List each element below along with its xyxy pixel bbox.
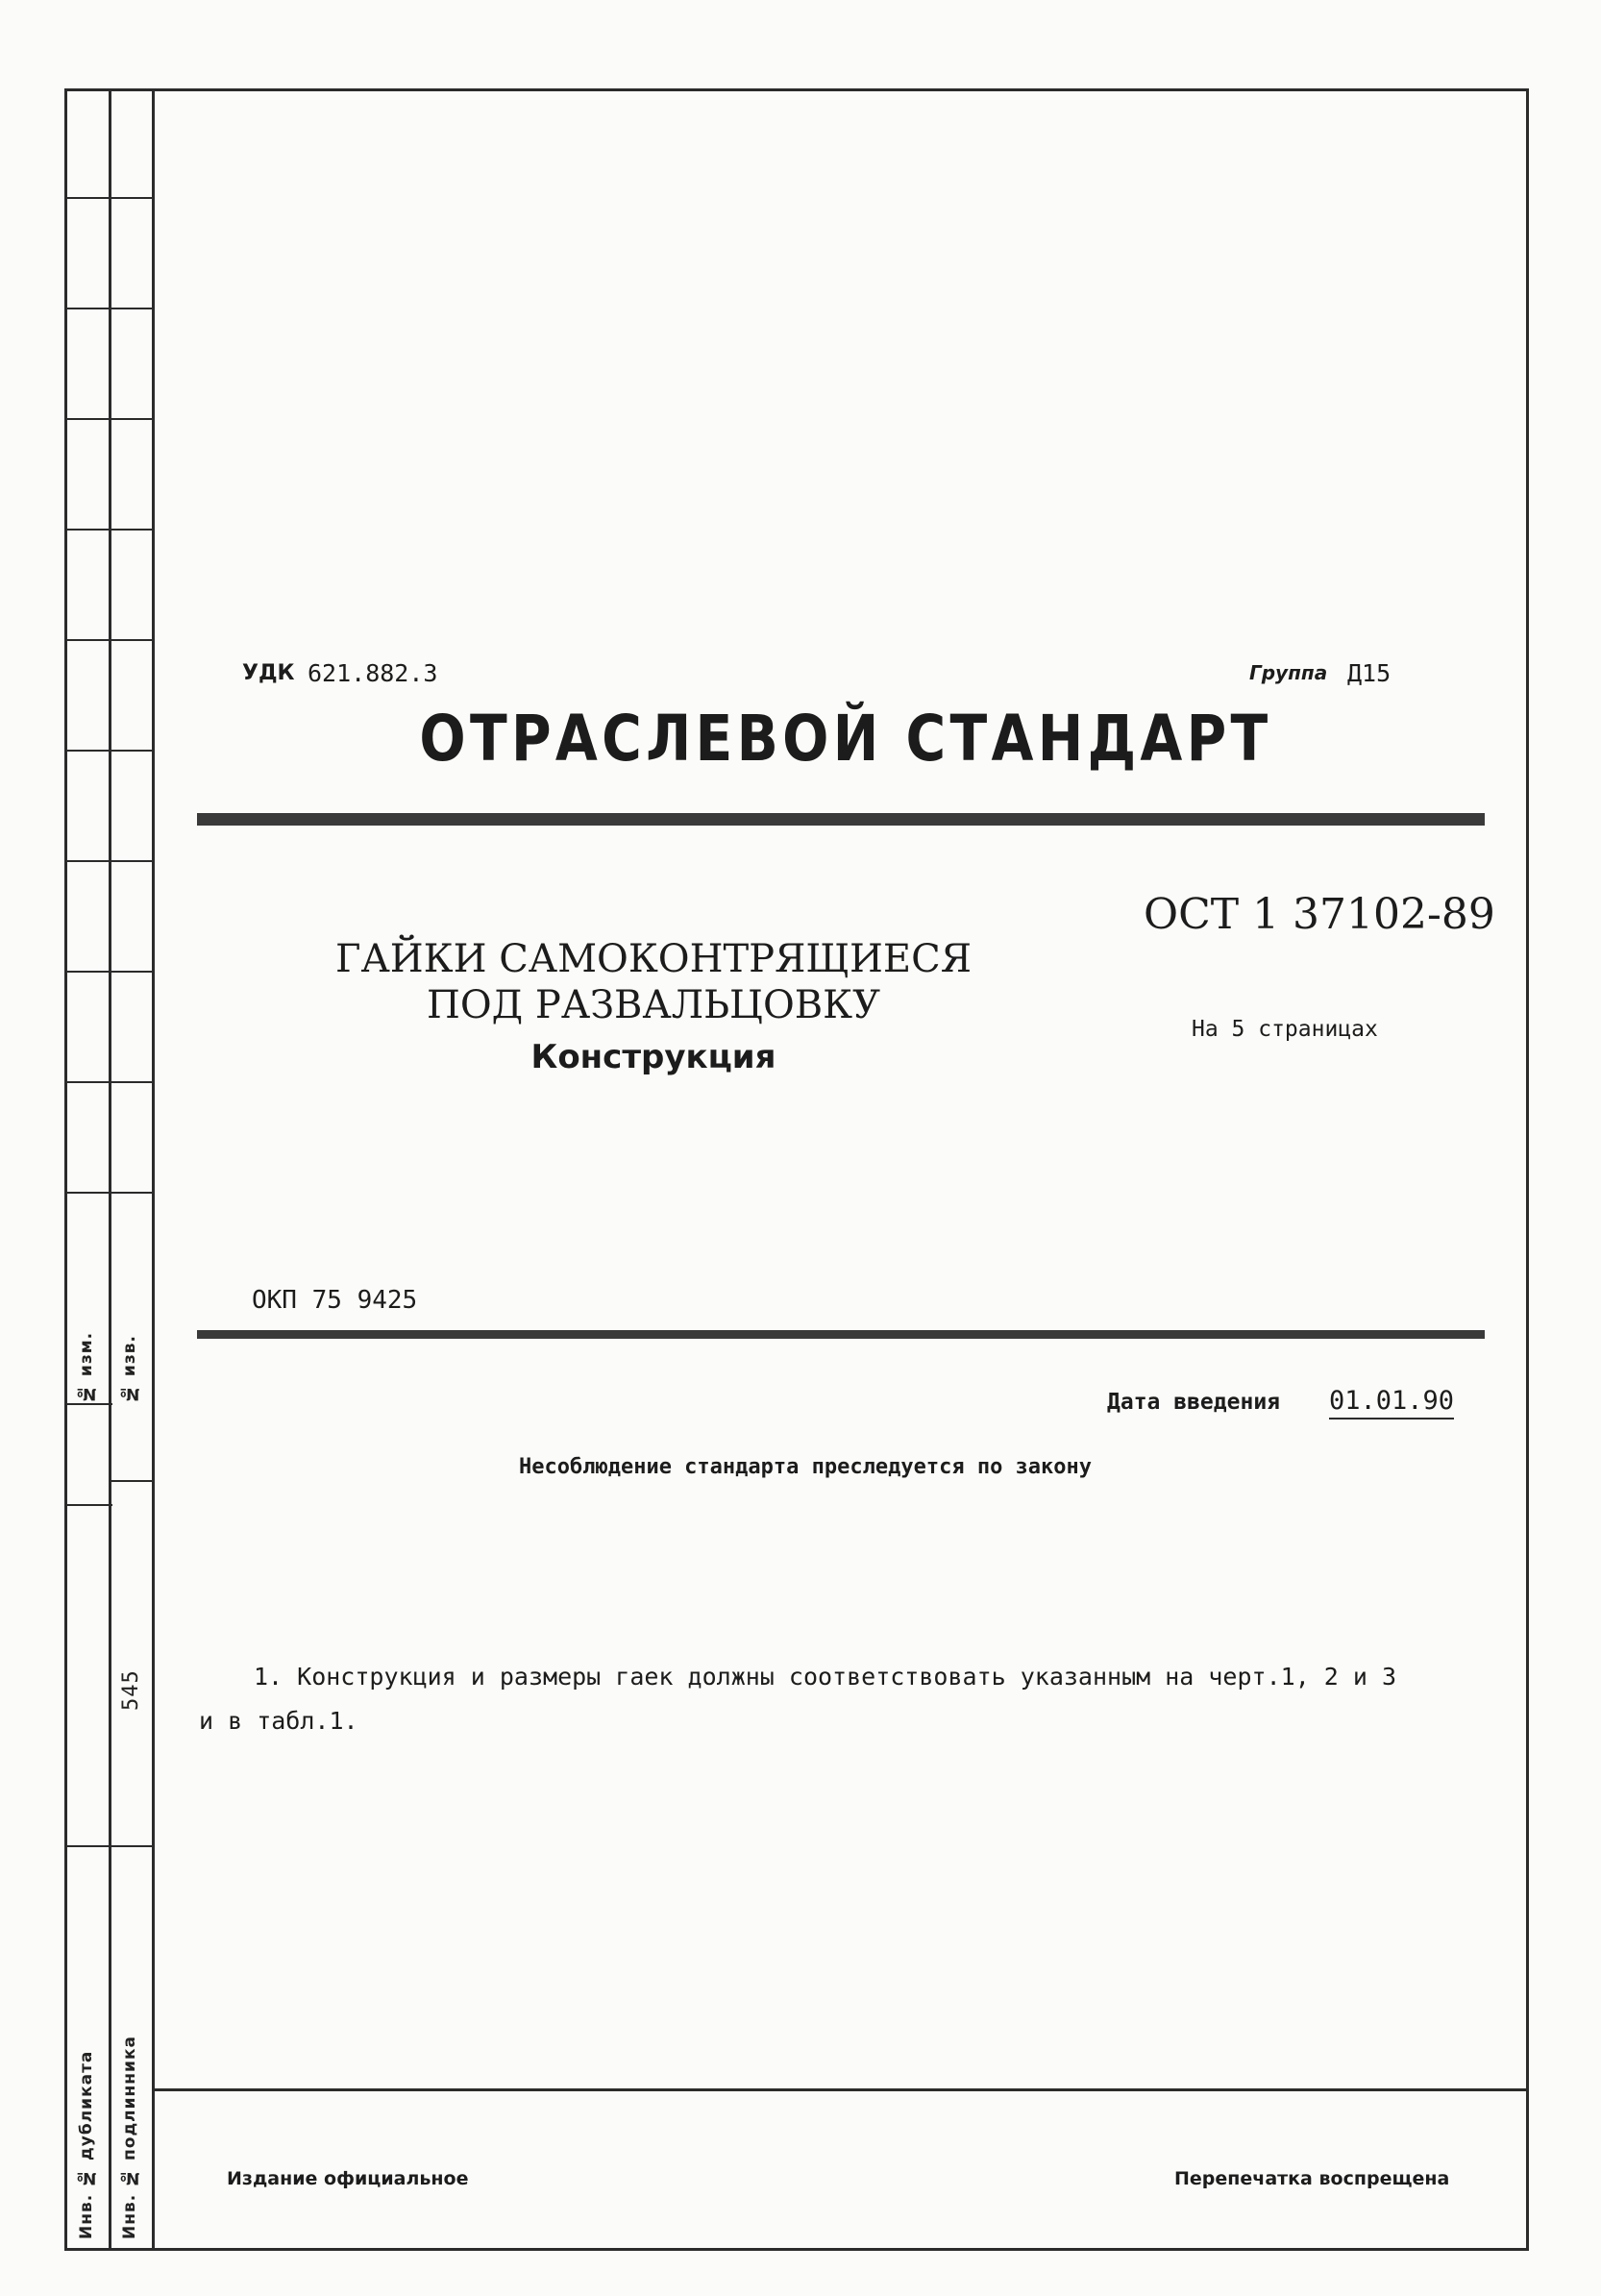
okp-rule — [197, 1330, 1485, 1339]
margin-label-change-no: № изм. — [77, 1331, 96, 1403]
margin-row-line — [64, 750, 155, 752]
margin-label-duplicate-inv: Инв. № дубликата — [77, 2050, 96, 2239]
date-value: 01.01.90 — [1329, 1386, 1454, 1420]
footer-rule — [152, 2088, 1529, 2091]
margin-column-border — [152, 88, 155, 2251]
udk-value: 621.882.3 — [308, 659, 438, 687]
standard-code: ОСТ 1 37102-89 — [1144, 890, 1495, 939]
margin-row-line — [64, 1192, 155, 1194]
margin-row-line — [64, 1403, 112, 1405]
margin-row-line — [64, 1504, 112, 1506]
standard-subtitle: Конструкция — [530, 1038, 776, 1076]
group-value: Д15 — [1347, 659, 1392, 687]
margin-label-original-inv: Инв. № подлинника — [120, 2036, 139, 2239]
legal-notice: Несоблюдение стандарта преследуется по закону — [519, 1455, 1093, 1479]
margin-row-line — [64, 971, 155, 973]
date-label: Дата введения — [1107, 1390, 1281, 1415]
margin-row-line — [64, 418, 155, 420]
margin-row-line — [64, 529, 155, 531]
page-frame — [64, 88, 1529, 2251]
main-title: ОТРАСЛЕВОЙ СТАНДАРТ — [419, 702, 1272, 776]
standard-title-line2: ПОД РАЗВАЛЬЦОВКУ — [427, 983, 880, 1027]
page-count: На 5 страницах — [1192, 1017, 1378, 1042]
margin-row-line — [64, 639, 155, 641]
footer-reprint-prohibited: Перепечатка воспрещена — [1174, 2168, 1450, 2189]
margin-row-line — [64, 197, 155, 199]
margin-inventory-number: 545 — [119, 1669, 143, 1711]
okp-code: ОКП 75 9425 — [252, 1286, 418, 1315]
body-paragraph-line2: и в табл.1. — [199, 1707, 358, 1735]
margin-label-notice-no: № изв. — [120, 1335, 139, 1403]
footer-official-edition: Издание официальное — [227, 2168, 469, 2189]
group-label: Группа — [1249, 661, 1328, 684]
standard-title-line1: ГАЙКИ САМОКОНТРЯЩИЕСЯ — [334, 937, 973, 981]
body-paragraph-line1: 1. Конструкция и размеры гаек должны соответствовать указанным на черт.1, 2 и 3 — [254, 1663, 1397, 1691]
margin-row-line — [64, 308, 155, 309]
margin-row-line — [64, 1845, 155, 1847]
title-rule — [197, 813, 1485, 826]
margin-column-divider — [109, 88, 111, 2251]
margin-row-line — [109, 1480, 155, 1482]
margin-row-line — [64, 1081, 155, 1083]
margin-row-line — [64, 860, 155, 862]
udk-label: УДК — [242, 661, 295, 685]
